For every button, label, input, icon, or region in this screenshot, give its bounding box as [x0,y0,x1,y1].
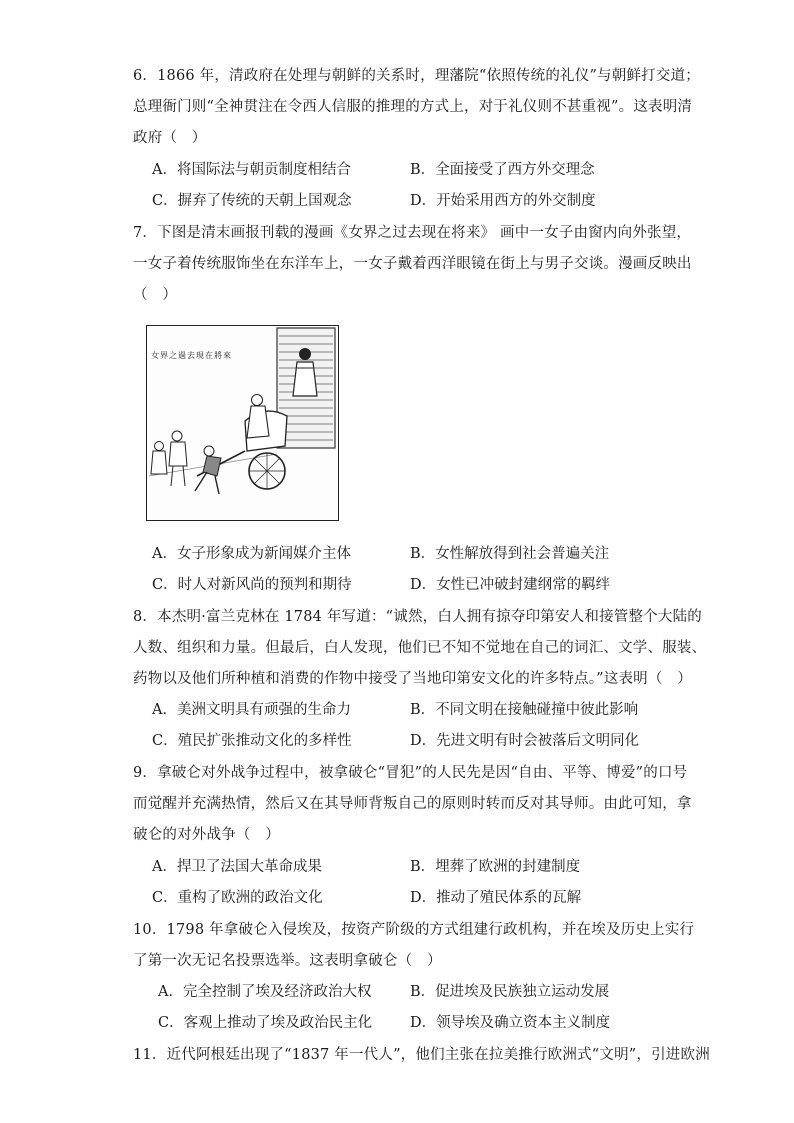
q10-option-a: A．完全控制了埃及经济政治大权 [158,984,372,1000]
q10-line-2: 了第一次无记名投票选举。这表明拿破仑（ ） [133,953,442,969]
q8-line-3: 药物以及他们所种植和消费的作物中接受了当地印第安文化的许多特点。”这表明（ ） [133,671,692,687]
q8-line-2: 人数、组织和力量。但最后，白人发现，他们已不知不觉地在自己的词汇、文学、服装、 [133,640,707,656]
q9-option-d: D．推动了殖民体系的瓦解 [410,890,582,906]
q9-option-b: B．埋葬了欧洲的封建制度 [410,859,581,875]
q9-line-3: 破仑的对外战争（ ） [133,827,280,843]
q10-option-d: D．领导埃及确立资本主义制度 [410,1015,611,1031]
q8-option-c: C．殖民扩张推动文化的多样性 [152,733,352,749]
q6-option-b: B．全面接受了西方外交理念 [410,162,595,178]
q7-option-d: D．女性已冲破封建纲常的羁绊 [410,577,611,593]
cartoon-figure [146,325,339,521]
q6-option-d: D．开始采用西方的外交制度 [410,193,596,209]
q11-line-1: 11．近代阿根廷出现了“1837 年一代人”，他们主张在拉美推行欧洲式“文明”，引进欧洲 [133,1047,710,1063]
q7-line-1: 7．下图是清末画报刊载的漫画《女界之过去现在将来》 画中一女子由窗内向外张望， [133,225,692,241]
q8-option-d: D．先进文明有时会被落后文明同化 [410,733,640,749]
q9-option-a: A．捍卫了法国大革命成果 [152,859,322,875]
q10-option-b: B．促进埃及民族独立运动发展 [410,984,610,1000]
cartoon-caption: 女界之過去現在將來 [151,351,232,360]
q7-option-c: C．时人对新风尚的预判和期待 [152,577,352,593]
q7-option-a: A．女子形象成为新闻媒介主体 [152,546,351,562]
q9-option-c: C．重构了欧洲的政治文化 [152,890,323,906]
q9-line-2: 而觉醒并充满热情，然后又在其导师背叛自己的原则时转而反对其导师。由此可知，拿 [133,796,692,812]
q8-line-1: 8．本杰明·富兰克林在 1784 年写道：“诚然，白人拥有掠夺印第安人和接管整个大陆的 [133,609,702,625]
q8-option-a: A．美洲文明具有顽强的生命力 [152,702,351,718]
q10-option-c: C．客观上推动了埃及政治民主化 [158,1015,373,1031]
q8-option-b: B．不同文明在接触碰撞中彼此影响 [410,702,639,718]
q10-line-1: 10．1798 年拿破仑入侵埃及，按资产阶级的方式组建行政机构，并在埃及历史上实行 [133,922,695,938]
q6-option-a: A．将国际法与朝贡制度相结合 [152,162,351,178]
q9-line-1: 9．拿破仑对外战争过程中，被拿破仑“冒犯”的人民先是因“自由、平等、博爱”的口号 [133,765,688,781]
q7-line-2: 一女子着传统服饰坐在东洋车上，一女子戴着西洋眼镜在街上与男子交谈。漫画反映出 [133,256,692,272]
cartoon-illustration [147,326,337,519]
q6-line-1: 6．1866 年，清政府在处理与朝鲜的关系时，理藩院“依照传统的礼仪”与朝鲜打交道； [133,68,700,84]
q6-line-3: 政府（ ） [133,130,207,146]
q7-option-b: B．女性解放得到社会普遍关注 [410,546,610,562]
q6-option-c: C．摒弃了传统的天朝上国观念 [152,193,352,209]
q7-line-3: （ ） [133,287,178,303]
q6-line-2: 总理衙门则“全神贯注在令西人信服的推理的方式上，对于礼仪则不甚重视”。这表明清 [133,99,693,115]
